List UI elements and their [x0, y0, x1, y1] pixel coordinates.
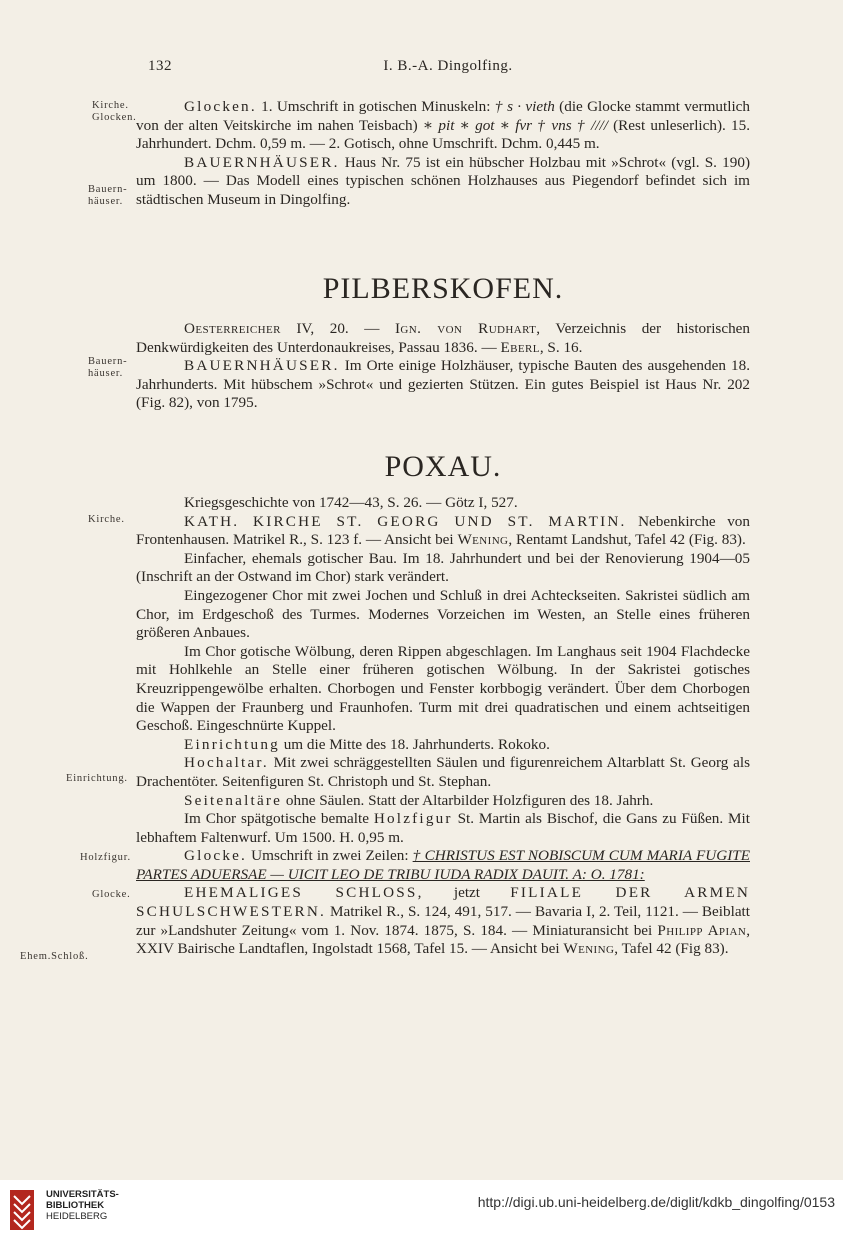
text: IV, 20. —	[280, 320, 395, 337]
section-dingolfing-end	[136, 98, 750, 210]
logo-line: BIBLIOTHEK	[46, 1200, 105, 1211]
running-title: I. B.-A. Dingolfing.	[383, 58, 513, 74]
paragraph-seitenaltaere	[136, 792, 750, 811]
margin-bauern-text: Bauern-	[88, 184, 128, 195]
heading-bauernhaeuser: BAUERNHÄUSER.	[184, 153, 340, 171]
section-poxau	[136, 494, 750, 959]
author: Oesterreicher	[184, 320, 281, 337]
text: , XXIV Bairische Landtaflen, Ingolstadt 1568, Tafel 15. — Ansicht bei	[136, 921, 750, 958]
margin-haeuser-text: häuser.	[88, 196, 124, 207]
logo-line: HEIDELBERG	[46, 1211, 108, 1222]
heading-bauernhaeuser: BAUERNHÄUSER.	[184, 357, 340, 375]
text: Matrikel R., S. 124, 491, 517. — Bavaria I, 2. Teil, 1121. — Beiblatt zur »Landshuter Zeitung« vom 1. Nov. 1874. 1875, S. 184. — Miniaturansicht bei	[136, 903, 750, 939]
paragraph-hochaltar	[136, 754, 750, 791]
margin-haeuser-text: häuser.	[88, 368, 124, 379]
heading-kirche: KATH. KIRCHE ST. GEORG UND ST. MARTIN.	[184, 512, 627, 530]
source-url-link[interactable]: http://digi.ub.uni-heidelberg.de/diglit/kdkb_dingolfing/0153	[477, 1194, 835, 1210]
author: Eberl	[500, 338, 540, 356]
paragraph-kirche	[136, 513, 750, 550]
library-logo-text	[46, 1189, 119, 1222]
text: , Rentamt Landshut, Tafel 42 (Fig. 83).	[508, 531, 746, 549]
text: , S. 16.	[539, 338, 583, 356]
heading-glocke: Glocke.	[184, 847, 248, 865]
heading-seitenaltaere: Seitenaltäre	[184, 791, 283, 809]
inscription: † CHRISTUS EST NOBISCUM CUM MARIA FUGITE PARTES ADUERSAE — UICIT LEO DE TRIBU IUDA RADIX DAUIT. A: O. 1781:	[136, 847, 750, 883]
inscription: ∗ pit ∗ got ∗ fvr † vns † ////	[422, 116, 608, 134]
margin-note-bauernhaeuser-1	[88, 184, 127, 208]
text: ohne Säulen. Statt der Altarbilder Holzfiguren des 18. Jahrh.	[282, 791, 654, 809]
margin-glocken-text: Glocken.	[92, 112, 137, 123]
section-pilberskofen	[136, 320, 750, 413]
inscription: † s · vieth	[494, 98, 555, 115]
paragraph-woelbung: Im Chor gotische Wölbung, deren Rippen abgeschlagen. Im Langhaus seit 1904 Flachdecke mit Hohlkehle an Stelle einer früheren gotischen Wölbung. In der Sakristei gotisches Kreuzrippengewölbe erhalten. Chorbogen und Fenster korbbogig verändert. Über dem Chorbogen die Wappen der Fraunberg und Fraunhofen. Turm mit drei quadratischen und einem achtseitigen Geschoß. Eingeschnürte Kuppel.	[136, 642, 750, 735]
paragraph-einrichtung	[136, 736, 750, 755]
margin-note-holzfigur: Holzfigur.	[80, 852, 131, 863]
margin-note-bauernhaeuser-2	[88, 356, 127, 380]
paragraph-references	[136, 320, 750, 357]
author: Wening	[563, 940, 615, 958]
paragraph-bauernhaeuser	[136, 154, 750, 210]
section-title-pilberskofen: PILBERSKOFEN.	[322, 272, 564, 305]
text: Haus Nr. 75 ist ein hübscher Holzbau mit »Schrot« (vgl. S. 190) um 1800. — Das Modell eines typischen schönen Holzhauses aus Piegendorf befindet sich im städtischen Museum in Dingolfing.	[136, 153, 750, 208]
heading-holzfigur: Holzfigur	[373, 810, 453, 828]
author: Philipp Apian	[657, 921, 747, 939]
text: Im Orte einige Holzhäuser, typische Bauten des ausgehenden 18. Jahrhunderts. Mit hübschem »Schrot« und gezierten Stützen. Ein gutes Beispiel ist Haus Nr. 202 (Fig. 82), von 1795.	[136, 357, 750, 412]
paragraph-holzfigur	[136, 810, 750, 847]
text: (die Glocke stammt vermutlich von der alten Veitskirche im nahen Teisbach)	[136, 98, 750, 134]
paragraph-bauernhaeuser	[136, 357, 750, 413]
text: 1. Umschrift in gotischen Minuskeln:	[256, 98, 495, 115]
text: Umschrift in zwei Zeilen:	[247, 847, 413, 865]
text: jetzt	[423, 884, 511, 902]
margin-note-schloss: Ehem.Schloß.	[20, 951, 89, 962]
text: Im Chor spätgotische bemalte	[184, 810, 374, 828]
margin-note-kirche-2: Kirche.	[88, 514, 125, 525]
text: um die Mitte des 18. Jahrhunderts. Rokoko.	[279, 735, 550, 753]
paragraph-references: Kriegsgeschichte von 1742—43, S. 26. — Götz I, 527.	[184, 494, 518, 511]
library-logo[interactable]	[10, 1188, 150, 1232]
page-number: 132	[148, 58, 172, 74]
text: St. Martin als Bischof, die Gans zu Füßen. Mit lebhaftem Faltenwurf. Um 1500. H. 0,95 m.	[136, 810, 750, 846]
logo-line: UNIVERSITÄTS-	[46, 1189, 119, 1200]
heidelberg-seal-icon	[10, 1190, 34, 1230]
text: , Verzeichnis der historischen Denkwürdigkeiten des Unterdonaukreises, Passau 1836. —	[136, 320, 751, 356]
paragraph-glocke	[136, 847, 750, 884]
margin-note-kirche	[92, 100, 137, 124]
margin-note-einrichtung: Einrichtung.	[66, 773, 128, 784]
heading-einrichtung: Einrichtung	[184, 735, 280, 753]
margin-bauern-text: Bauern-	[88, 356, 128, 367]
section-title-poxau: POXAU.	[384, 450, 502, 483]
text: Mit zwei schräggestellten Säulen und figurenreichem Altarblatt St. Georg als Drachentöter. Seitenfiguren St. Christoph und St. Stephan.	[136, 754, 750, 790]
margin-note-glocke: Glocke.	[92, 889, 131, 900]
margin-kirche-text: Kirche.	[92, 100, 129, 111]
text: (Rest unleserlich). 15. Jahrhundert. Dchm. 0,59 m. — 2. Gotisch, ohne Umschrift. Dchm. 0,445 m.	[136, 116, 751, 153]
paragraph-glocken	[136, 98, 750, 154]
text: , Tafel 42 (Fig 83).	[614, 940, 729, 958]
text: Nebenkirche von Frontenhausen. Matrikel R., S. 123 f. — Ansicht bei	[136, 512, 750, 549]
heading-filiale: FILIALE DER ARMEN SCHULSCHWESTERN.	[136, 884, 750, 921]
author: Wening	[457, 531, 509, 549]
paragraph-bau: Einfacher, ehemals gotischer Bau. Im 18. Jahrhundert und bei der Renovierung 1904—05 (Inschrift an der Ostwand im Chor) stark verändert.	[136, 549, 750, 586]
author: Ign. von Rudhart	[394, 320, 537, 337]
heading-schloss: EHEMALIGES SCHLOSS,	[184, 884, 424, 902]
paragraph-schloss	[136, 884, 750, 958]
heading-glocken: Glocken.	[184, 98, 257, 115]
digitization-footer	[0, 1180, 843, 1241]
heading-hochaltar: Hochaltar.	[184, 754, 269, 772]
paragraph-chor: Eingezogener Chor mit zwei Jochen und Schluß in drei Achteckseiten. Sakristei südlich am Chor, im Erdgeschoß des Turmes. Modernes Vorzeichen im Westen, an Stelle eines früheren größeren Anbaues.	[136, 586, 750, 642]
